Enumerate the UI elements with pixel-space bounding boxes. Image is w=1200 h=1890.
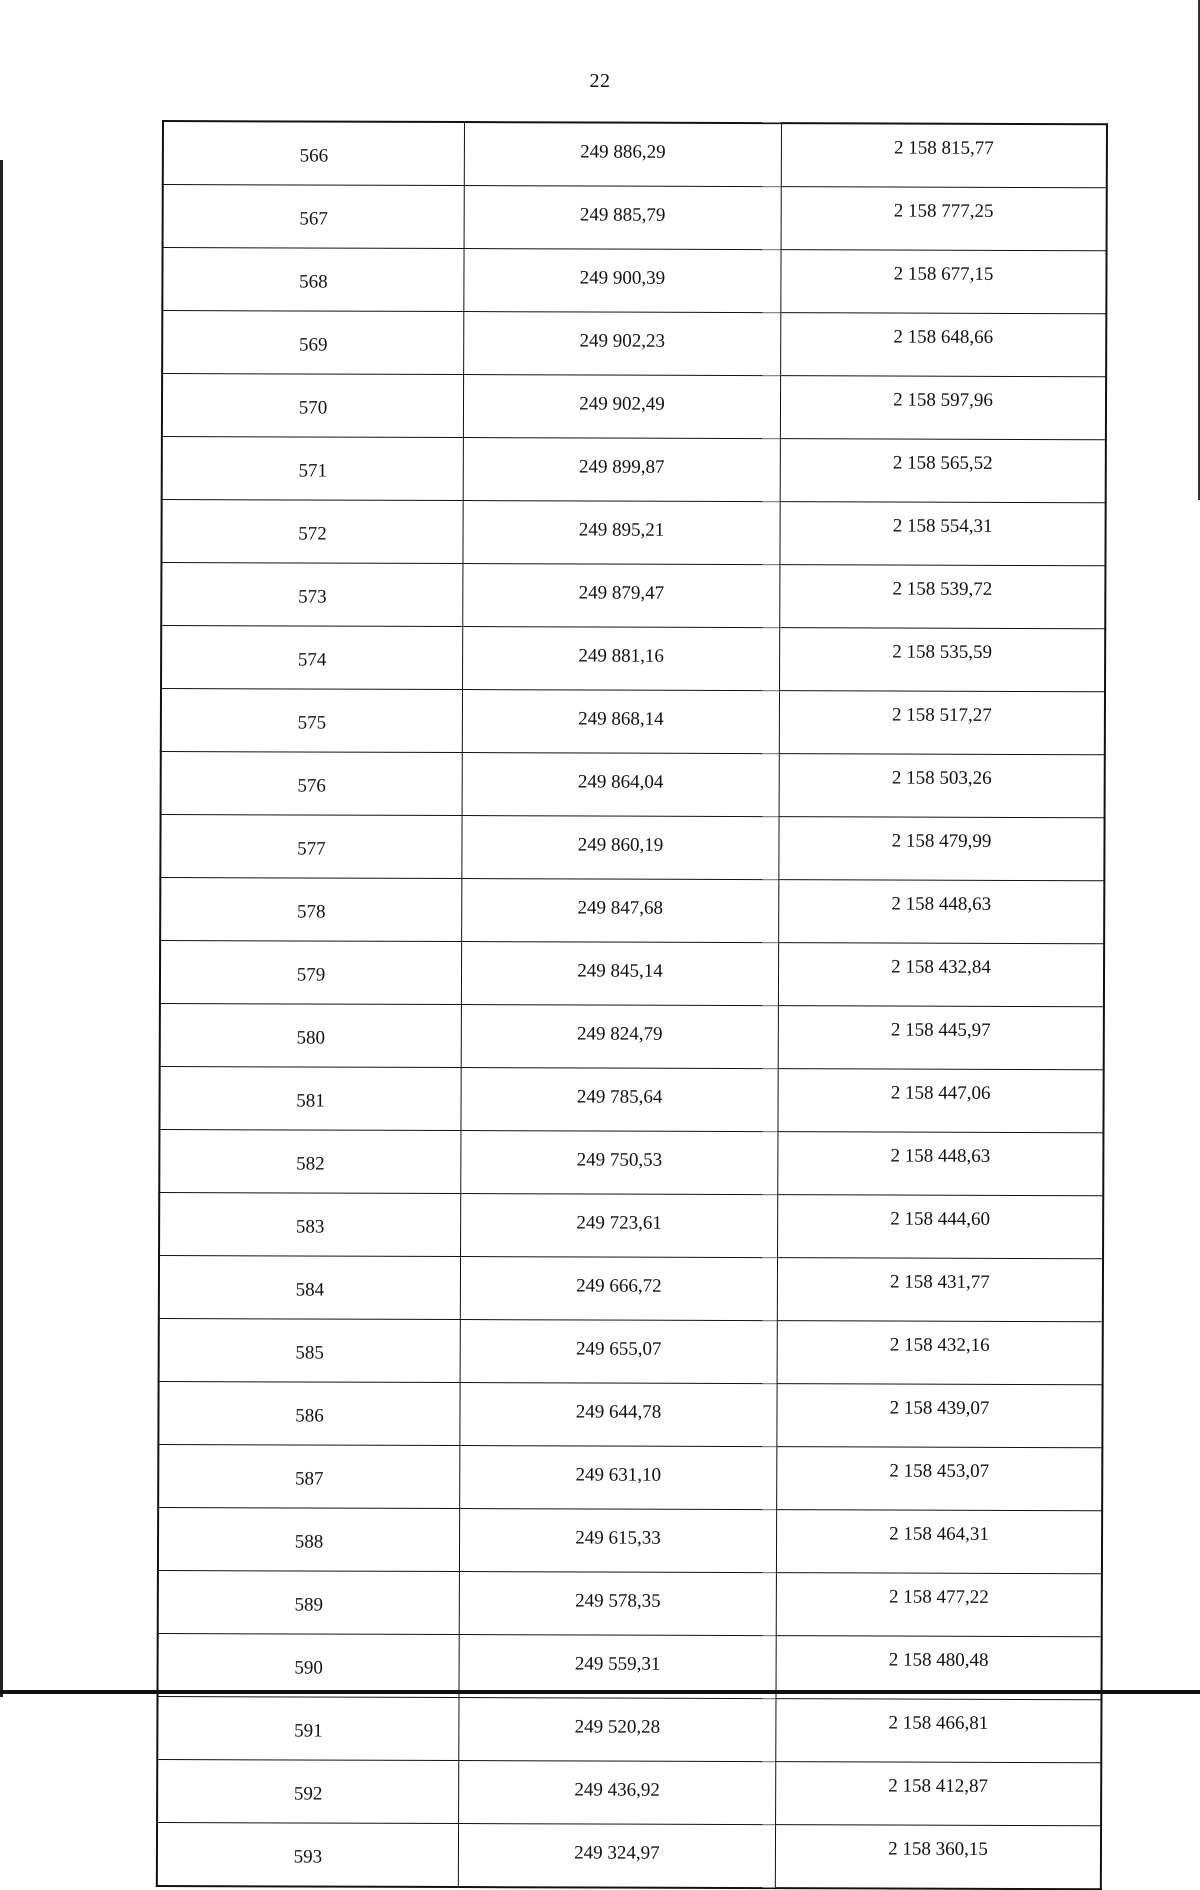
- y-coordinate-cell: 2 158 777,25: [781, 187, 1107, 251]
- x-coordinate-cell: 249 879,47: [463, 564, 780, 628]
- x-coordinate-cell: 249 436,92: [459, 1761, 776, 1825]
- point-number-cell: 587: [158, 1444, 460, 1508]
- point-number-cell: 568: [162, 248, 464, 312]
- y-coordinate-cell: 2 158 477,22: [776, 1573, 1102, 1637]
- y-coordinate-cell: 2 158 447,06: [778, 1069, 1104, 1133]
- x-coordinate-cell: 249 902,49: [463, 375, 780, 439]
- y-coordinate-cell: 2 158 448,63: [779, 880, 1105, 944]
- point-number-cell: 570: [162, 374, 464, 438]
- x-coordinate-cell: 249 886,29: [464, 122, 781, 187]
- page-number: 22: [589, 70, 611, 92]
- point-number-cell: 576: [161, 751, 463, 815]
- x-coordinate-cell: 249 902,23: [464, 312, 781, 376]
- y-coordinate-cell: 2 158 815,77: [781, 123, 1107, 188]
- y-coordinate-cell: 2 158 479,99: [779, 817, 1105, 881]
- x-coordinate-cell: 249 881,16: [463, 627, 780, 691]
- table-row: [161, 500, 1105, 566]
- table-row: [160, 1003, 1104, 1069]
- x-coordinate-cell: 249 847,68: [462, 879, 779, 943]
- table-row: [159, 1066, 1103, 1132]
- table-row: [162, 437, 1106, 503]
- point-number-cell: 581: [159, 1066, 461, 1130]
- point-number-cell: 593: [157, 1822, 459, 1887]
- y-coordinate-cell: 2 158 445,97: [778, 1006, 1104, 1070]
- table-row: [161, 689, 1105, 755]
- y-coordinate-cell: 2 158 431,77: [777, 1258, 1103, 1322]
- point-number-cell: 588: [158, 1507, 460, 1571]
- y-coordinate-cell: 2 158 565,52: [780, 439, 1106, 503]
- x-coordinate-cell: 249 559,31: [459, 1635, 776, 1699]
- table-row: [158, 1444, 1102, 1510]
- y-coordinate-cell: 2 158 432,84: [778, 943, 1104, 1007]
- x-coordinate-cell: 249 520,28: [459, 1698, 776, 1762]
- point-number-cell: 589: [158, 1570, 460, 1634]
- table-row: [162, 248, 1106, 314]
- x-coordinate-cell: 249 899,87: [463, 438, 780, 502]
- point-number-cell: 579: [160, 940, 462, 1004]
- x-coordinate-cell: 249 868,14: [462, 690, 779, 754]
- y-coordinate-cell: 2 158 648,66: [781, 313, 1107, 377]
- x-coordinate-cell: 249 885,79: [464, 186, 781, 250]
- x-coordinate-cell: 249 860,19: [462, 816, 779, 880]
- x-coordinate-cell: 249 900,39: [464, 249, 781, 313]
- point-number-cell: 566: [163, 121, 465, 186]
- y-coordinate-cell: 2 158 439,07: [777, 1384, 1103, 1448]
- table-row: [163, 121, 1107, 188]
- point-number-cell: 567: [163, 185, 465, 249]
- table-row: [158, 1381, 1102, 1447]
- table-row: [157, 1633, 1101, 1699]
- x-coordinate-cell: 249 864,04: [462, 753, 779, 817]
- table-row: [157, 1759, 1101, 1825]
- point-number-cell: 584: [159, 1255, 461, 1319]
- y-coordinate-cell: 2 158 360,15: [775, 1825, 1101, 1890]
- coordinates-table: [156, 120, 1108, 1890]
- point-number-cell: 571: [162, 437, 464, 501]
- coordinates-table-body: [157, 121, 1107, 1889]
- x-coordinate-cell: 249 895,21: [463, 501, 780, 565]
- y-coordinate-cell: 2 158 466,81: [776, 1699, 1102, 1763]
- table-row: [161, 626, 1105, 692]
- point-number-cell: 575: [161, 689, 463, 753]
- table-row: [157, 1822, 1101, 1889]
- point-number-cell: 578: [160, 877, 462, 941]
- x-coordinate-cell: 249 723,61: [461, 1194, 778, 1258]
- coordinates-table-wrapper: [156, 120, 1102, 1890]
- table-row: [159, 1255, 1103, 1321]
- point-number-cell: 583: [159, 1192, 461, 1256]
- y-coordinate-cell: 2 158 535,59: [780, 628, 1106, 692]
- x-coordinate-cell: 249 578,35: [459, 1572, 776, 1636]
- x-coordinate-cell: 249 644,78: [460, 1383, 777, 1447]
- table-row: [157, 1696, 1101, 1762]
- x-coordinate-cell: 249 750,53: [461, 1131, 778, 1195]
- table-row: [159, 1318, 1103, 1384]
- y-coordinate-cell: 2 158 503,26: [779, 754, 1105, 818]
- y-coordinate-cell: 2 158 597,96: [780, 376, 1106, 440]
- y-coordinate-cell: 2 158 480,48: [776, 1636, 1102, 1700]
- point-number-cell: 574: [161, 626, 463, 690]
- point-number-cell: 569: [162, 311, 464, 375]
- point-number-cell: 585: [159, 1318, 461, 1382]
- table-row: [158, 1507, 1102, 1573]
- table-row: [159, 1129, 1103, 1195]
- y-coordinate-cell: 2 158 539,72: [780, 565, 1106, 629]
- point-number-cell: 592: [157, 1759, 459, 1823]
- y-coordinate-cell: 2 158 554,31: [780, 502, 1106, 566]
- x-coordinate-cell: 249 666,72: [460, 1257, 777, 1321]
- y-coordinate-cell: 2 158 464,31: [776, 1510, 1102, 1574]
- point-number-cell: 572: [161, 500, 463, 564]
- point-number-cell: 582: [159, 1129, 461, 1193]
- point-number-cell: 590: [157, 1633, 459, 1697]
- point-number-cell: 591: [157, 1696, 459, 1760]
- point-number-cell: 573: [161, 563, 463, 627]
- table-row: [162, 311, 1106, 377]
- point-number-cell: 586: [158, 1381, 460, 1445]
- table-row: [160, 877, 1104, 943]
- x-coordinate-cell: 249 631,10: [460, 1446, 777, 1510]
- y-coordinate-cell: 2 158 432,16: [777, 1321, 1103, 1385]
- x-coordinate-cell: 249 845,14: [461, 942, 778, 1006]
- y-coordinate-cell: 2 158 453,07: [777, 1447, 1103, 1511]
- table-row: [158, 1570, 1102, 1636]
- y-coordinate-cell: 2 158 412,87: [776, 1762, 1102, 1826]
- x-coordinate-cell: 249 785,64: [461, 1068, 778, 1132]
- x-coordinate-cell: 249 324,97: [458, 1824, 775, 1889]
- table-row: [161, 751, 1105, 817]
- point-number-cell: 577: [160, 814, 462, 878]
- table-row: [160, 814, 1104, 880]
- y-coordinate-cell: 2 158 517,27: [779, 691, 1105, 755]
- x-coordinate-cell: 249 655,07: [460, 1320, 777, 1384]
- table-row: [163, 185, 1107, 251]
- x-coordinate-cell: 249 615,33: [459, 1509, 776, 1573]
- point-number-cell: 580: [160, 1003, 462, 1067]
- table-row: [159, 1192, 1103, 1258]
- y-coordinate-cell: 2 158 444,60: [778, 1195, 1104, 1259]
- table-row: [161, 563, 1105, 629]
- scan-edge-left: [0, 160, 3, 1697]
- y-coordinate-cell: 2 158 448,63: [778, 1132, 1104, 1196]
- table-row: [162, 374, 1106, 440]
- table-row: [160, 940, 1104, 1006]
- x-coordinate-cell: 249 824,79: [461, 1005, 778, 1069]
- y-coordinate-cell: 2 158 677,15: [781, 250, 1107, 314]
